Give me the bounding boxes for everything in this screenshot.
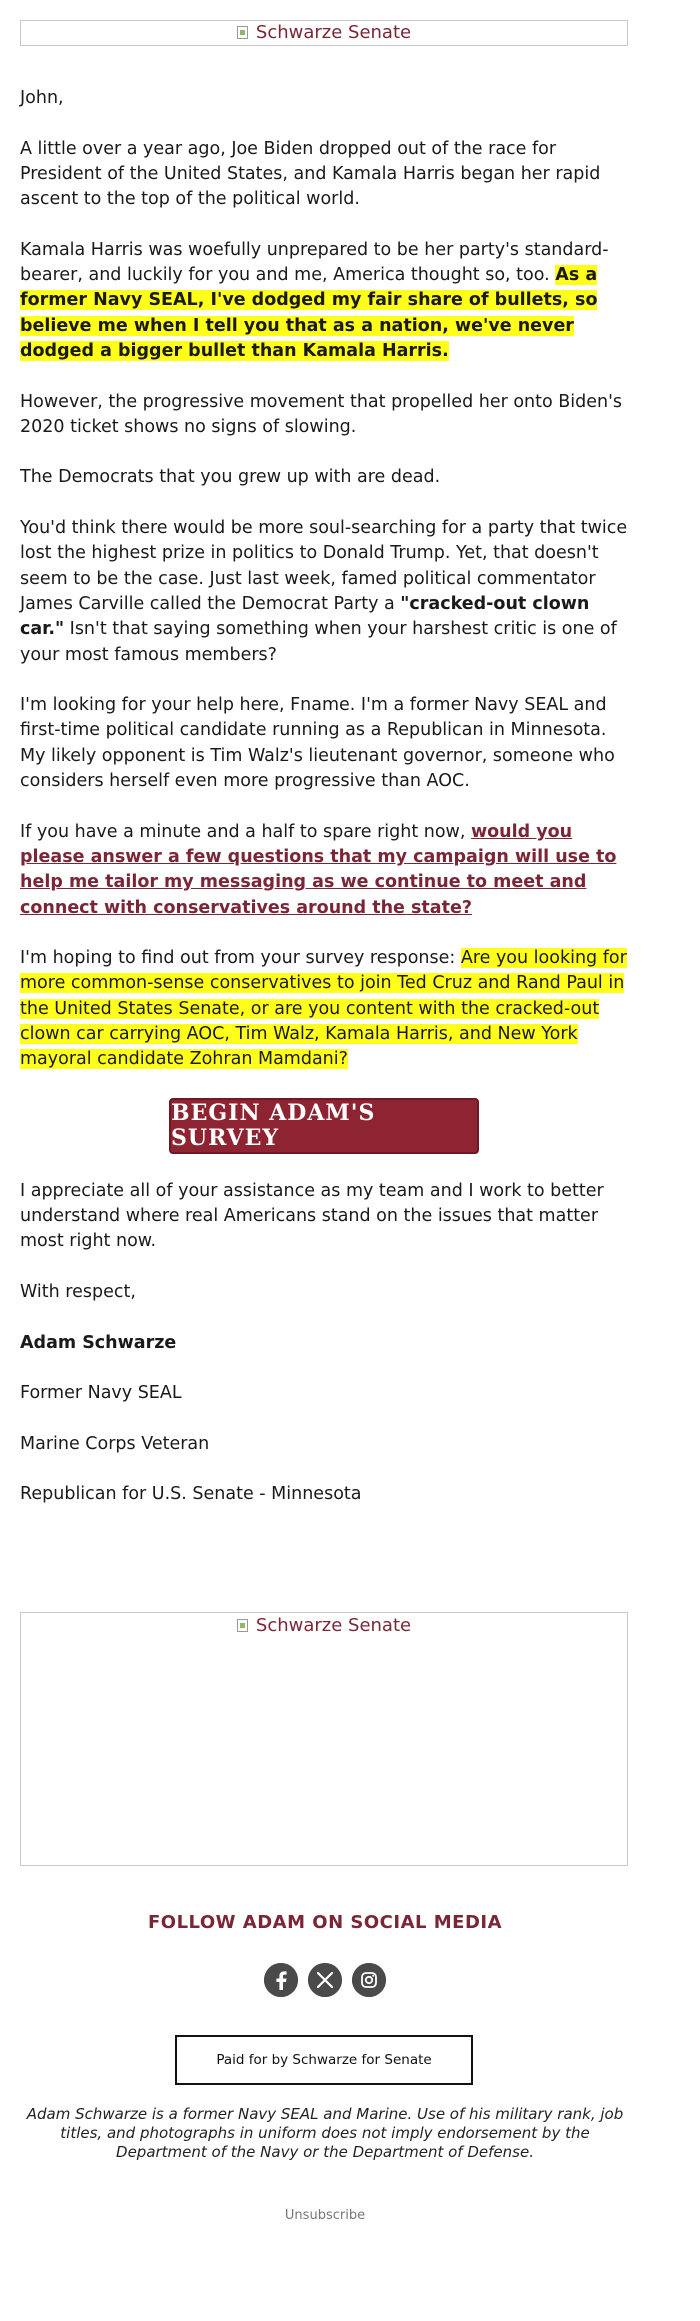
follow-heading: FOLLOW ADAM ON SOCIAL MEDIA	[147, 1912, 503, 1933]
header-image-alt: Schwarze Senate	[255, 22, 412, 43]
paid-for-box: Paid for by Schwarze for Senate	[175, 2035, 473, 2085]
closing: With respect,	[20, 1282, 136, 1303]
clown-car-quote: "cracked-out clown car."	[20, 593, 590, 640]
paragraph-5-text-b: Isn't that saying something when your harshest critic is one of your most famous members?	[20, 619, 617, 665]
paragraph-2	[20, 238, 630, 364]
survey-link[interactable]: would you please answer a few questions that my campaign will use to help me tailor my messaging as we continue to meet and connect with conservatives around the state?	[20, 821, 617, 918]
paragraph-2-text: Kamala Harris was woefully unprepared to be her party's standard-bearer, and luckily for you and me, America thought so, too.	[20, 239, 609, 286]
paragraph-4: The Democrats that you grew up with are dead.	[20, 467, 441, 488]
broken-image-icon	[237, 1619, 248, 1632]
greeting: John,	[20, 88, 64, 108]
paragraph-6: I'm looking for your help here, Fname. I'm a former Navy SEAL and first-time political candidate running as a Republican in Minnesota. My likely opponent is Tim Walz's lieutenant governor, someone who considers herself even more progressive than AOC.	[20, 695, 615, 792]
footer-image-alt: Schwarze Senate	[255, 1615, 412, 1636]
begin-survey-button[interactable]: BEGIN ADAM'S SURVEY	[169, 1098, 479, 1154]
paragraph-8-text: I'm hoping to find out from your survey response:	[20, 948, 461, 969]
paragraph-9: I appreciate all of your assistance as my team and I work to better understand where real Americans stand on the issues that matter most right now.	[20, 1180, 604, 1252]
signature-title-3: Republican for U.S. Senate - Minnesota	[20, 1484, 362, 1505]
signature-title-1: Former Navy SEAL	[20, 1383, 182, 1404]
cta-row	[20, 1098, 630, 1154]
military-disclaimer: Adam Schwarze is a former Navy SEAL and Marine. Use of his military rank, job titles, and photographs in uniform does not imply endorsement by the Department of the Navy or the Department of Defense.	[26, 2105, 624, 2161]
signature	[20, 1331, 630, 1508]
signature-name: Adam Schwarze	[20, 1332, 177, 1353]
paragraph-1: A little over a year ago, Joe Biden dropped out of the race for President of the United States, and Kamala Harris began her rapid ascent to the top of the political world.	[20, 138, 601, 210]
instagram-icon[interactable]	[352, 1963, 386, 1997]
x-icon[interactable]	[308, 1963, 342, 1997]
paragraph-5-text-a: You'd think there would be more soul-searching for a party that twice lost the highest prize in politics to Donald Trump. Yet, that doesn't seem to be the case. Just last week, famed political commentator James Carville called the Democrat Party a	[20, 518, 628, 614]
signature-title-2: Marine Corps Veteran	[20, 1433, 210, 1454]
footer-image[interactable]	[20, 1612, 628, 1866]
header-image[interactable]	[20, 20, 628, 46]
paragraph-8	[20, 946, 630, 1072]
paragraph-5	[20, 516, 630, 668]
survey-question-highlight: Are you looking for more common-sense conservatives to join Ted Cruz and Rand Paul in the United States Senate, or are you content with the cracked-out clown car carrying AOC, Tim Walz, Kamala Harris, and New York mayoral candidate Zohran Mamdani?	[20, 948, 627, 1070]
paragraph-7-text: If you have a minute and a half to spare right now,	[20, 821, 471, 842]
unsubscribe-link[interactable]: Unsubscribe	[284, 2208, 366, 2223]
paragraph-7	[20, 820, 630, 921]
facebook-icon[interactable]	[264, 1963, 298, 1997]
social-icons	[264, 1963, 386, 1997]
email-content	[20, 86, 630, 1533]
paragraph-3: However, the progressive movement that propelled her onto Biden's 2020 ticket shows no signs of slowing.	[20, 391, 623, 437]
broken-image-icon	[237, 26, 248, 39]
highlighted-quote: As a former Navy SEAL, I've dodged my fair share of bullets, so believe me when I tell you that as a nation, we've never dodged a bigger bullet than Kamala Harris.	[20, 265, 598, 361]
